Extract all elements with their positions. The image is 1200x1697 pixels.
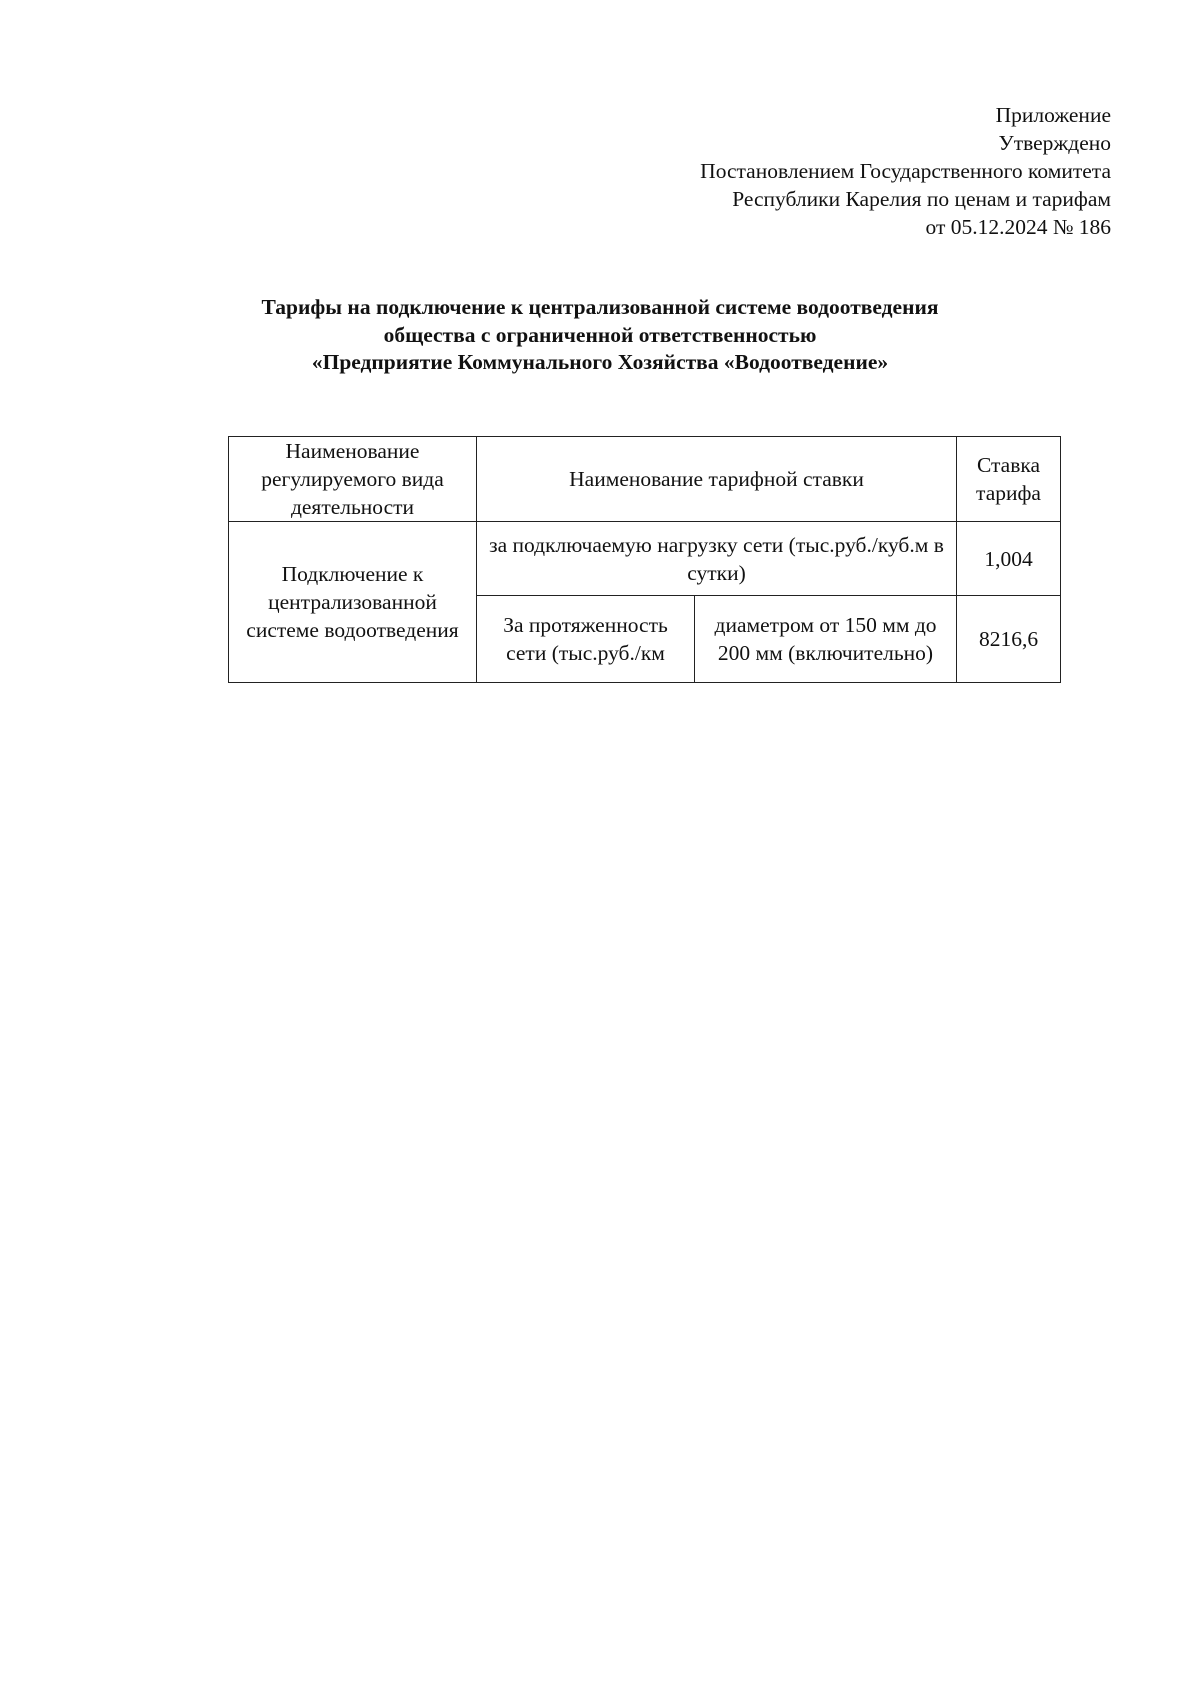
table-row	[229, 522, 1061, 596]
load-rate-name: за подключаемую нагрузку сети (тыс.руб./куб.м в сутки)	[477, 522, 957, 596]
load-rate-value: 1,004	[957, 522, 1061, 596]
length-rate-diameter: диаметром от 150 мм до 200 мм (включительно)	[695, 596, 957, 683]
title-line-2: общества с ограниченной ответственностью	[383, 322, 817, 347]
length-rate-value: 8216,6	[957, 596, 1061, 683]
approval-line-committee: Республики Карелия по ценам и тарифам	[732, 187, 1111, 211]
header-rate-name: Наименование тарифной ставки	[477, 437, 957, 522]
header-rate-value: Ставка тарифа	[957, 437, 1061, 522]
approval-line-resolution: Постановлением Государственного комитета	[700, 159, 1111, 183]
approval-line-date-number: от 05.12.2024 № 186	[925, 215, 1111, 239]
title-line-3: «Предприятие Коммунального Хозяйства «Водоотведение»	[311, 350, 889, 374]
header-activity: Наименование регулируемого вида деятельности	[229, 437, 477, 522]
title-line-1: Тарифы на подключение к централизованной системе водоотведения	[261, 295, 939, 319]
length-rate-name: За протяженность сети (тыс.руб./км	[477, 596, 695, 683]
approval-line-approved: Утверждено	[998, 131, 1111, 155]
approval-block	[551, 101, 1111, 241]
tariff-table	[228, 436, 1061, 683]
activity-cell: Подключение к централизованной системе водоотведения	[229, 522, 477, 683]
document-title	[0, 294, 1200, 377]
table-header-row	[229, 437, 1061, 522]
approval-line-appendix: Приложение	[995, 103, 1111, 127]
